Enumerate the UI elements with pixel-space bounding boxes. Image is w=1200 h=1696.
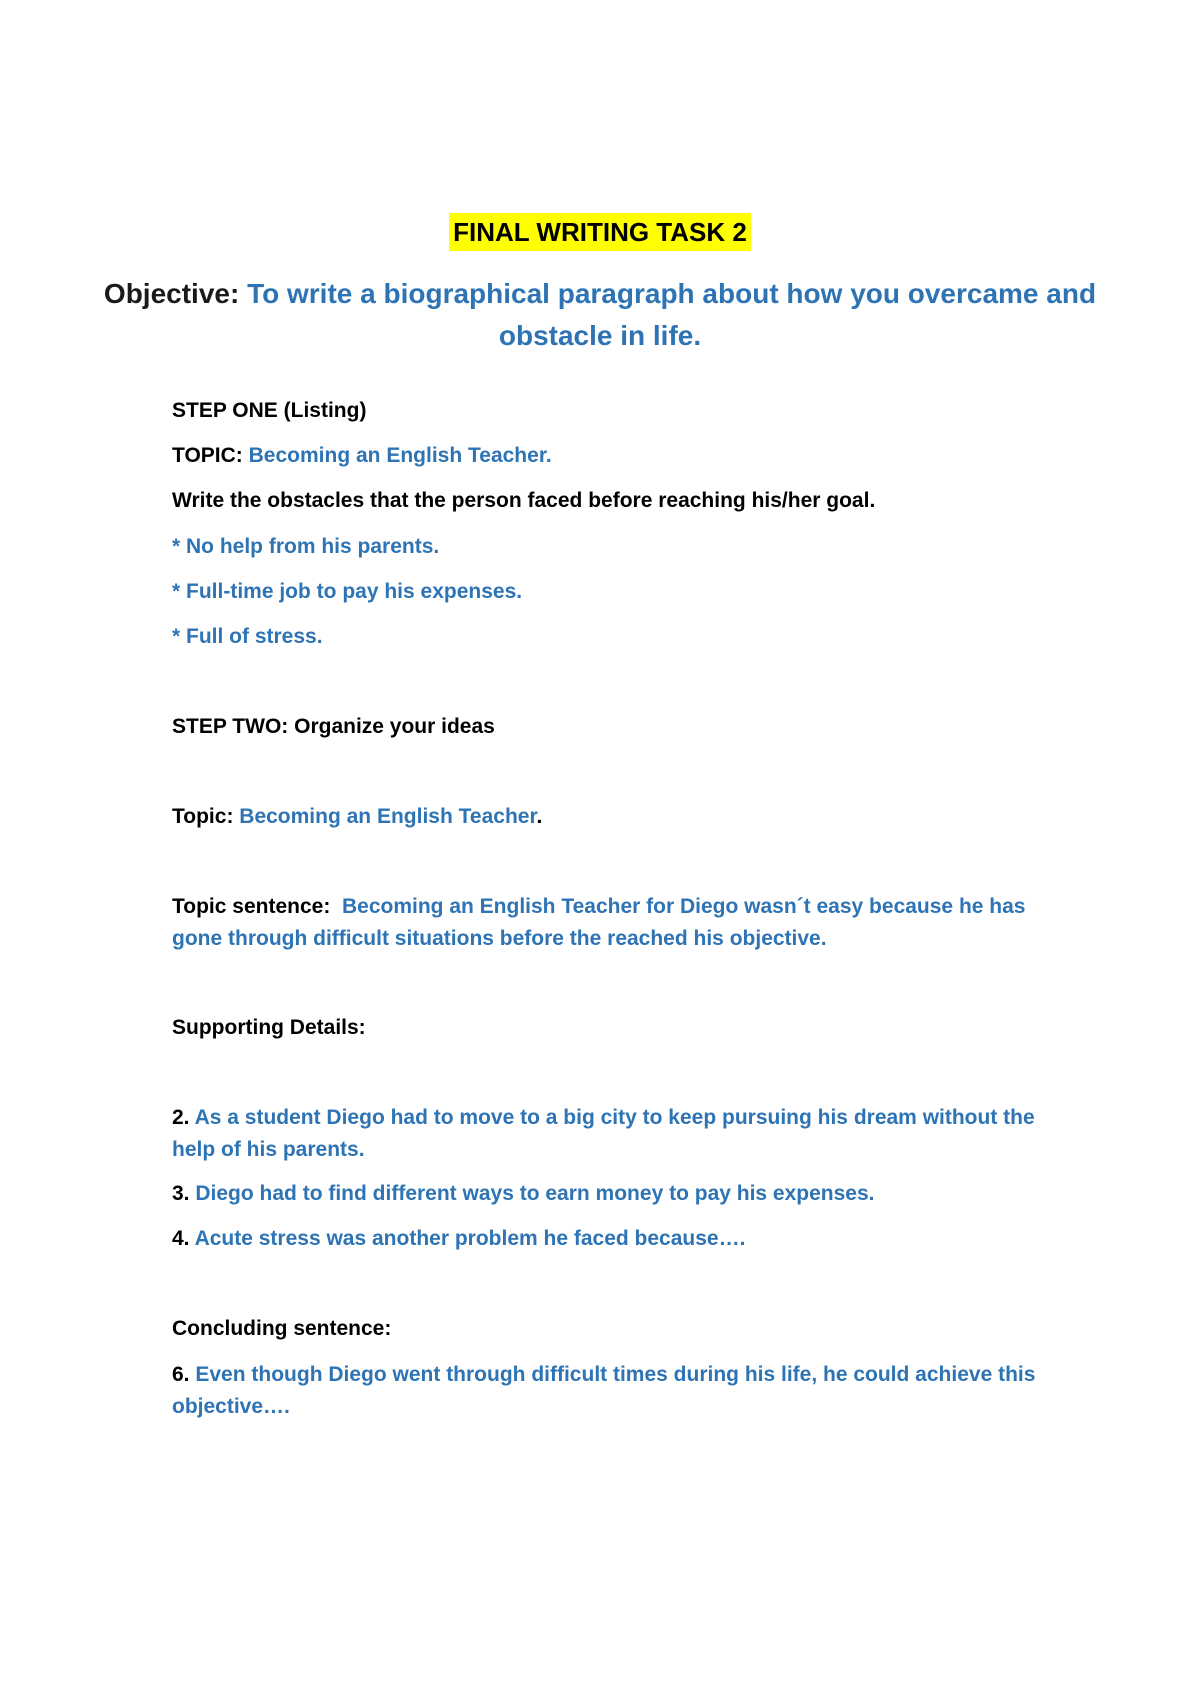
obstacle-item: * Full of stress. [172,625,323,648]
step-two-topic-label: Topic: [172,805,234,828]
detail-number: 3. [172,1182,190,1205]
supporting-detail-item [172,1223,1052,1255]
concluding-sentence [172,1359,1052,1423]
supporting-detail-item [172,1178,1052,1210]
obstacle-item: * Full-time job to pay his expenses. [172,580,523,603]
detail-text: Diego had to find different ways to earn money to pay his expenses. [195,1182,875,1205]
detail-text: As a student Diego had to move to a big city to keep pursuing his dream without the help of his parents. [172,1106,1035,1161]
step-one-heading: STEP ONE (Listing) [172,399,367,422]
step-one-instruction: Write the obstacles that the person faced before reaching his/her goal. [172,489,876,512]
supporting-details-label: Supporting Details: [172,1016,366,1039]
concluding-number: 6. [172,1363,190,1386]
topic-sentence-label: Topic sentence: [172,895,331,918]
detail-text: Acute stress was another problem he faced because…. [194,1227,746,1250]
step-two-topic-value: Becoming an English Teacher [239,805,537,828]
obstacle-item: * No help from his parents. [172,535,440,558]
topic-sentence-text: Becoming an English Teacher for Diego wasn´t easy because he has gone through difficult situations before the reached his objective. [172,895,1026,950]
title-wrap [0,213,1200,251]
step-two-topic [172,801,1052,833]
concluding-sentence-label: Concluding sentence: [172,1317,392,1340]
detail-number: 4. [172,1227,190,1250]
objective-text: To write a biographical paragraph about how you overcame and obstacle in life. [247,278,1097,351]
supporting-detail-item [172,1102,1052,1166]
concluding-text: Even though Diego went through difficult times during his life, he could achieve this objective…. [172,1363,1036,1418]
step-two-heading: STEP TWO: Organize your ideas [172,715,495,738]
document-title: FINAL WRITING TASK 2 [449,213,751,251]
step-one-topic [172,440,1052,472]
step-two-topic-end: . [536,805,543,828]
step-one-topic-label: TOPIC: [172,444,243,467]
topic-sentence [172,891,1052,955]
detail-number: 2. [172,1106,190,1129]
objective-label: Objective: [103,278,240,309]
step-one-topic-value: Becoming an English Teacher. [248,444,552,467]
objective [100,273,1100,357]
